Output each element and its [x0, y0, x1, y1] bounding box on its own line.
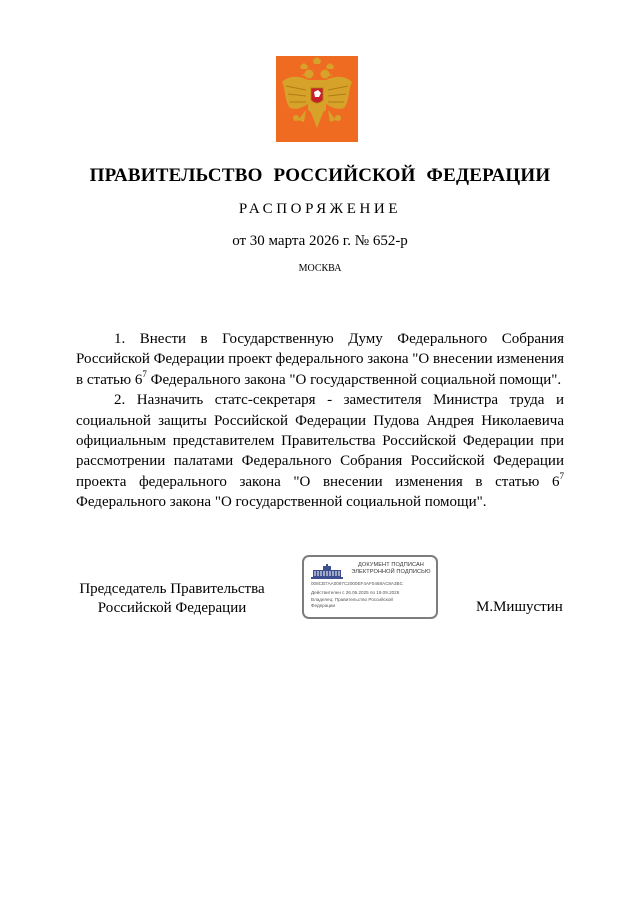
government-name-heading: ПРАВИТЕЛЬСТВО РОССИЙСКОЙ ФЕДЕРАЦИИ: [89, 165, 551, 186]
document-city: МОСКВА: [298, 263, 342, 274]
stamp-title-line1: ДОКУМЕНТ ПОДПИСАН: [358, 562, 424, 568]
paragraph-1: [76, 329, 564, 390]
paragraph-2-text-end: Федерального закона "О государственной социальной помощи".: [76, 494, 487, 511]
signer-position-line1: Председатель Правительства: [79, 581, 265, 597]
signer-name: М.Мишустин: [476, 599, 563, 615]
government-building-icon: [311, 564, 343, 579]
document-date-number: от 30 марта 2026 г. № 652-р: [232, 233, 408, 249]
paragraph-1-text-end: Федерального закона "О государственной социальной помощи".: [146, 371, 562, 388]
stamp-certificate: 008CB7AA0097C2000EF4AF0468AC8A3BC: [311, 581, 403, 586]
stamp-owner-line2: Федерации: [311, 603, 336, 608]
document-type: РАСПОРЯЖЕНИЕ: [238, 201, 402, 217]
signer-position-line2: Российской Федерации: [97, 600, 247, 616]
paragraph-1-superscript: 7: [142, 368, 147, 379]
paragraph-2-superscript: 7: [559, 470, 564, 481]
paragraph-2-text: 2. Назначить статс-секретаря - заместителя Министра труда и социальной защиты Российской Федерации Пудова Андрея Николаевича официальным представителем Правительства Российской Федерации при рассмотрении палатами Федерального Собрания Российской Федерации проекта федерального закона "О внесении изменения в статью 6: [76, 392, 564, 490]
paragraph-1-text: 1. Внести в Государственную Думу Федерального Собрания Российской Федерации проект федерального закона "О внесении изменения в статью 6: [76, 331, 564, 388]
coat-of-arms-emblem: [276, 56, 358, 142]
stamp-owner-line1: Владелец: Правительство Российской: [311, 597, 393, 602]
stamp-title-line2: ЭЛЕКТРОННОЙ ПОДПИСЬЮ: [351, 569, 431, 575]
stamp-validity: Действителен с 26.06.2025 по 19.09.2026: [311, 590, 400, 595]
stamp-title: [348, 562, 434, 576]
paragraph-2: [76, 390, 564, 512]
electronic-signature-stamp: [302, 555, 438, 619]
signer-position: [72, 580, 272, 618]
document-body: [76, 329, 564, 513]
